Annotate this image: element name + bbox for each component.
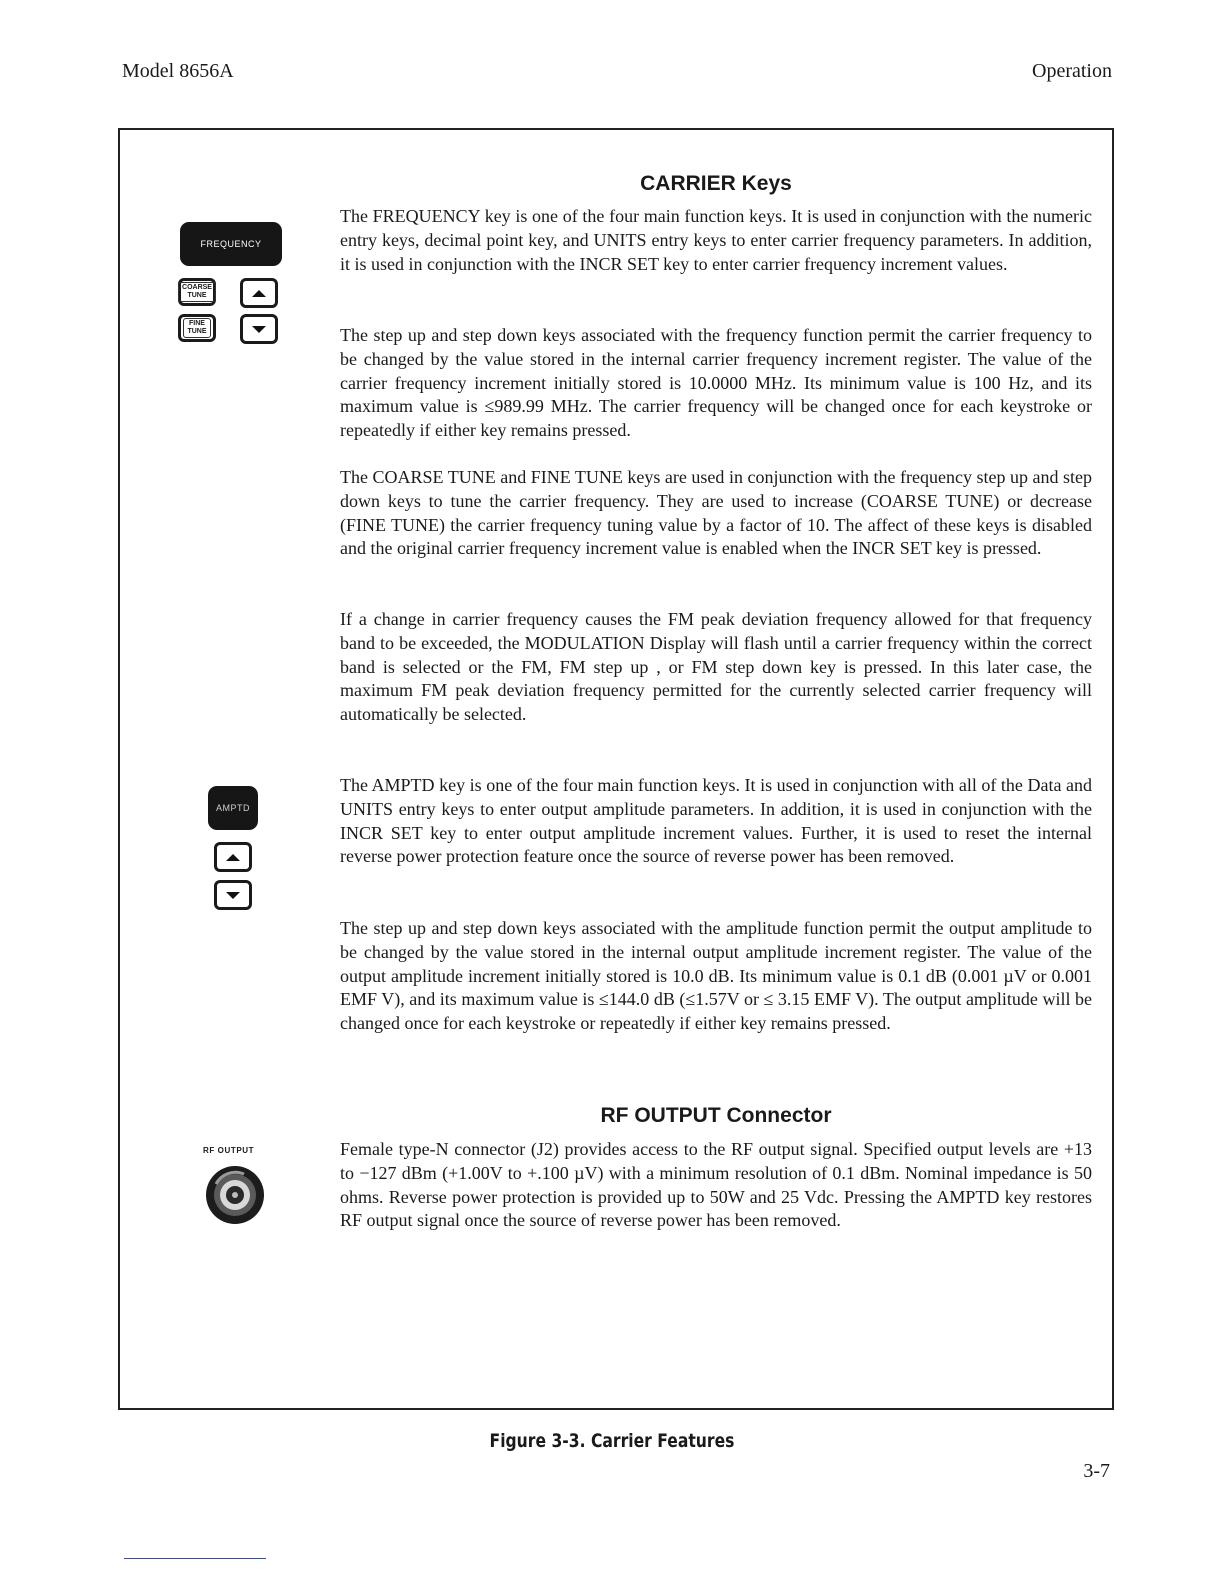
figure-caption: Figure 3-3. Carrier Features — [489, 1430, 735, 1452]
amplitude-step-paragraph: The step up and step down keys associated with the amplitude function permit the output amplitude to be changed by the value stored in the internal output amplitude increment register. The value of the output amplitude increment initially stored is 10.0 dB. Its minimum value is 0.1 dB (0.001 µV or 0.001 EMF V), and its maximum value is ≤144.0 dB (≤1.57V or ≤ 3.15 EMF V). The output amplitude will be changed once for each keystroke or repeatedly if either key remains pressed. — [340, 918, 1092, 1034]
rf-output-paragraph: Female type-N connector (J2) provides access to the RF output signal. Specified output levels are +13 to −127 dBm (+1.00V to +.100 µV) with a minimum resolution of 0.1 dBm. Nominal impedance is 50 ohms. Reverse power protection is provided up to 50W and 25 Vdc. Pressing the AMPTD key restores RF output signal once the source of reverse power has been removed. — [340, 1139, 1092, 1231]
header-model: Model 8656A — [122, 60, 234, 82]
amptd-key-paragraph: The AMPTD key is one of the four main function keys. It is used in conjunction with all of the Data and UNITS entry keys to enter output amplitude parameters. In addition, it is used in conjunction with the INCR SET key to enter output amplitude increment values. Further, it is used to reset the internal reverse power protection feature once the source of reverse power has been removed. — [340, 775, 1092, 867]
coarse-tune-label-line2: TUNE — [187, 292, 207, 299]
amptd-key[interactable] — [208, 786, 258, 830]
fine-tune-key[interactable] — [178, 314, 216, 342]
carrier-keys-heading: CARRIER Keys — [640, 172, 792, 195]
coarse-tune-key[interactable] — [178, 278, 216, 306]
frequency-key-label: FREQUENCY — [200, 239, 262, 249]
frequency-step-up-key[interactable] — [240, 278, 278, 308]
rf-output-connector-icon — [204, 1164, 266, 1226]
tune-keys-paragraph: The COARSE TUNE and FINE TUNE keys are used in conjunction with the frequency step up and step down keys to tune the carrier frequency. They are used to increase (COARSE TUNE) or decrease (FINE TUNE) the carrier frequency tuning value by a factor of 10. The affect of these keys is disabled and the original carrier frequency increment value is enabled when the INCR SET key is pressed. — [340, 467, 1092, 559]
up-arrow-icon — [252, 290, 266, 297]
frequency-key[interactable] — [180, 222, 282, 266]
page-number: 3-7 — [1083, 1460, 1110, 1482]
footer-rule — [124, 1558, 266, 1559]
frequency-step-paragraph: The step up and step down keys associated with the frequency function permit the carrier frequency to be changed by the value stored in the internal carrier frequency increment register. The value of the carrier frequency increment initially stored is 10.0000 MHz. Its minimum value is 100 Hz, and its maximum value is ≤989.99 MHz. The carrier frequency will be changed once for each keystroke or repeatedly if either key remains pressed. — [340, 325, 1092, 441]
amplitude-step-down-key[interactable] — [214, 880, 252, 910]
up-arrow-icon — [226, 854, 240, 861]
rf-output-label: RF OUTPUT — [203, 1146, 255, 1155]
frequency-key-paragraph: The FREQUENCY key is one of the four main function keys. It is used in conjunction with the numeric entry keys, decimal point key, and UNITS entry keys to enter carrier frequency parameters. In addition, it is used in conjunction with the INCR SET key to enter carrier frequency increment values. — [340, 206, 1092, 274]
fine-tune-label-line1: FINE — [189, 320, 205, 327]
frequency-step-down-key[interactable] — [240, 314, 278, 344]
down-arrow-icon — [252, 326, 266, 333]
header-section: Operation — [1032, 60, 1112, 82]
coarse-tune-label-line1: COARSE — [182, 284, 212, 291]
amplitude-step-up-key[interactable] — [214, 842, 252, 872]
down-arrow-icon — [226, 892, 240, 899]
rf-output-heading: RF OUTPUT Connector — [600, 1104, 832, 1127]
fm-deviation-paragraph: If a change in carrier frequency causes the FM peak deviation frequency allowed for that frequency band to be exceeded, the MODULATION Display will flash until a carrier frequency within the correct band is selected or the FM, FM step up , or FM step down key is pressed. In this later case, the maximum FM peak deviation frequency permitted for the currently selected carrier frequency will automatically be selected. — [340, 609, 1092, 725]
fine-tune-label-line2: TUNE — [187, 328, 207, 335]
amptd-key-label: AMPTD — [216, 803, 250, 813]
